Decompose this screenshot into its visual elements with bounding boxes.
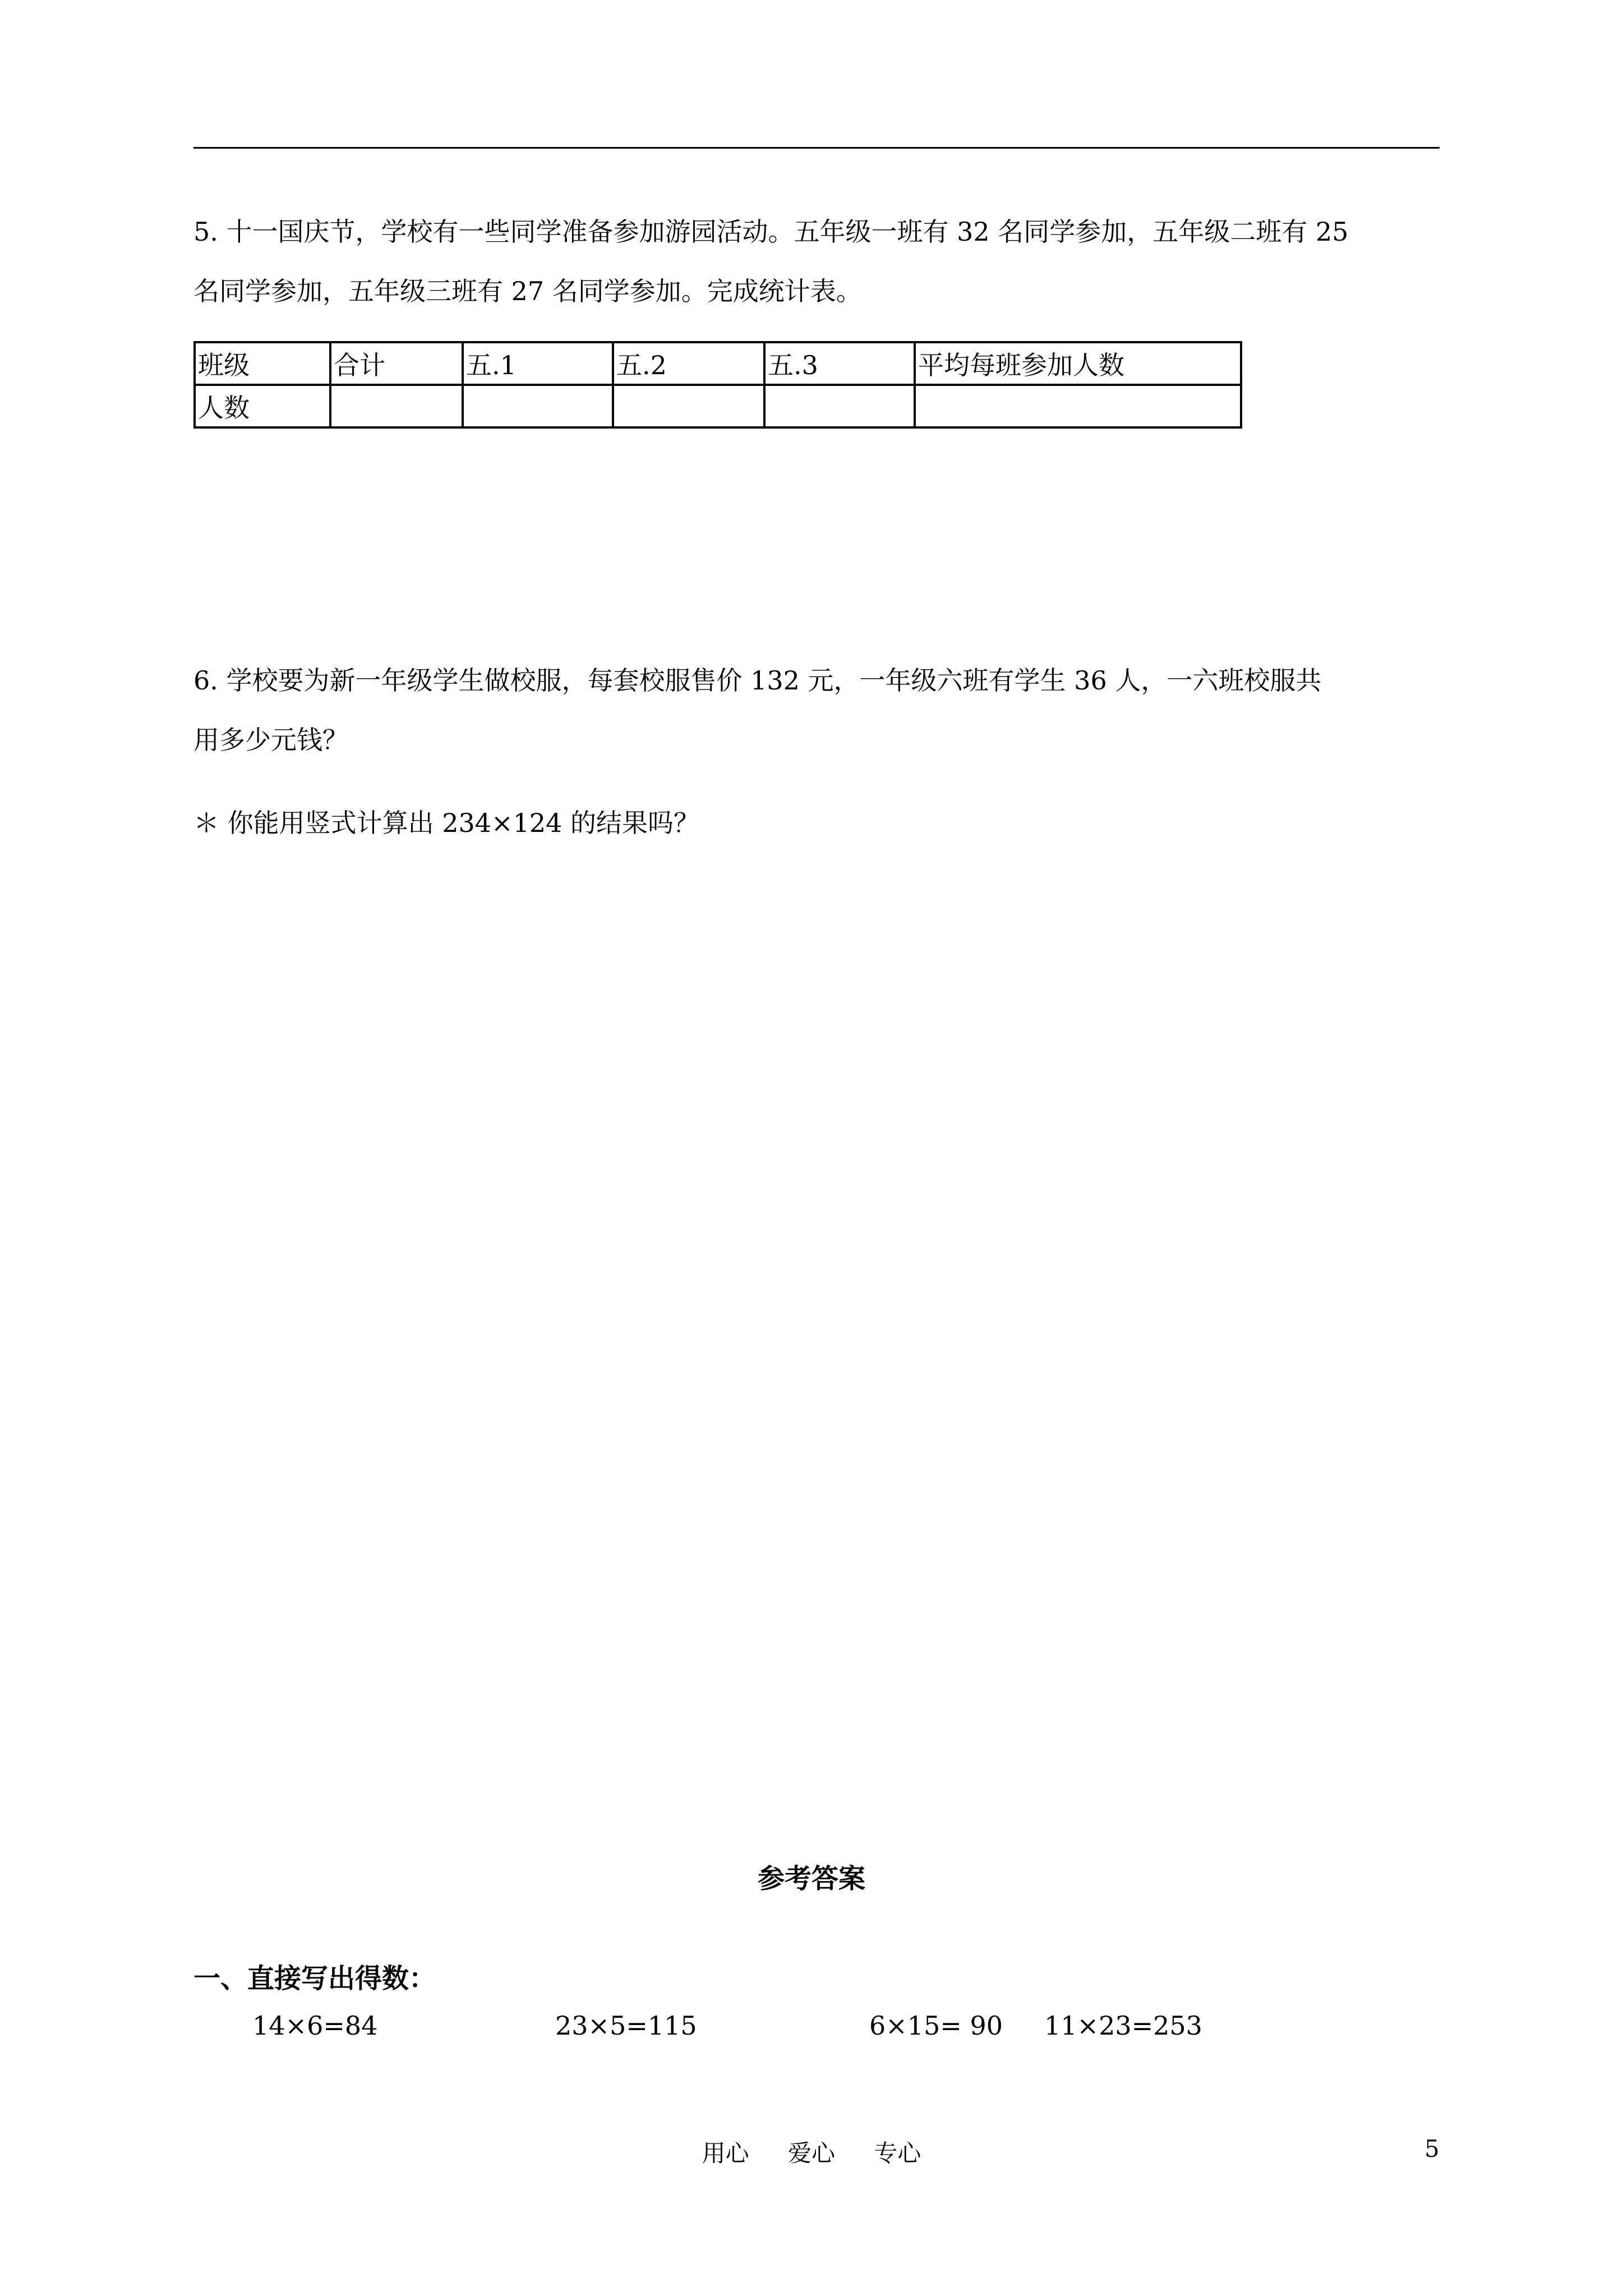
question-5-line-2: 名同学参加，五年级三班有 27 名同学参加。完成统计表。 xyxy=(193,276,862,306)
table-cell: 五.1 xyxy=(463,342,613,385)
question-6-line-2: 用多少元钱？ xyxy=(193,725,348,755)
footer-motto xyxy=(0,2135,1623,2169)
table-cell-blank xyxy=(764,385,915,427)
page-number: 5 xyxy=(1424,2135,1440,2162)
table-cell: 五.3 xyxy=(764,342,915,385)
header-rule xyxy=(193,147,1440,149)
answer-item: 23×5=115 xyxy=(555,2010,697,2041)
answers-section-1-title: 一、直接写出得数： xyxy=(193,1963,436,1994)
bonus-question: ＊ 你能用竖式计算出 234×124 的结果吗？ xyxy=(193,808,700,838)
question-5-line-1: 5. 十一国庆节，学校有一些同学准备参加游园活动。五年级一班有 32 名同学参加，五年级二班有 25 xyxy=(193,217,1349,247)
table-cell-blank xyxy=(330,385,463,427)
table-cell: 班级 xyxy=(195,342,330,385)
answer-item: 11×23=253 xyxy=(1044,2010,1202,2041)
table-cell-blank xyxy=(613,385,764,427)
table-cell: 合计 xyxy=(330,342,463,385)
statistics-table xyxy=(193,341,1242,429)
table-header-row xyxy=(195,342,1241,385)
footer-motto-word: 爱心 xyxy=(787,2139,835,2167)
footer-motto-word: 用心 xyxy=(702,2139,749,2167)
answer-item: 6×15= 90 xyxy=(869,2010,1003,2041)
footer-motto-word: 专心 xyxy=(874,2139,921,2167)
table-cell: 人数 xyxy=(195,385,330,427)
table-cell-blank xyxy=(463,385,613,427)
question-6 xyxy=(193,651,1321,770)
question-6-line-1: 6. 学校要为新一年级学生做校服，每套校服售价 132 元，一年级六班有学生 36 人，一六班校服共 xyxy=(193,665,1322,696)
table-cell: 五.2 xyxy=(613,342,764,385)
table-row xyxy=(195,385,1241,427)
question-5 xyxy=(193,202,1348,321)
answer-item: 14×6=84 xyxy=(252,2010,378,2041)
answers-title: 参考答案 xyxy=(757,1863,865,1894)
table-cell: 平均每班参加人数 xyxy=(915,342,1241,385)
table-cell-blank xyxy=(915,385,1241,427)
